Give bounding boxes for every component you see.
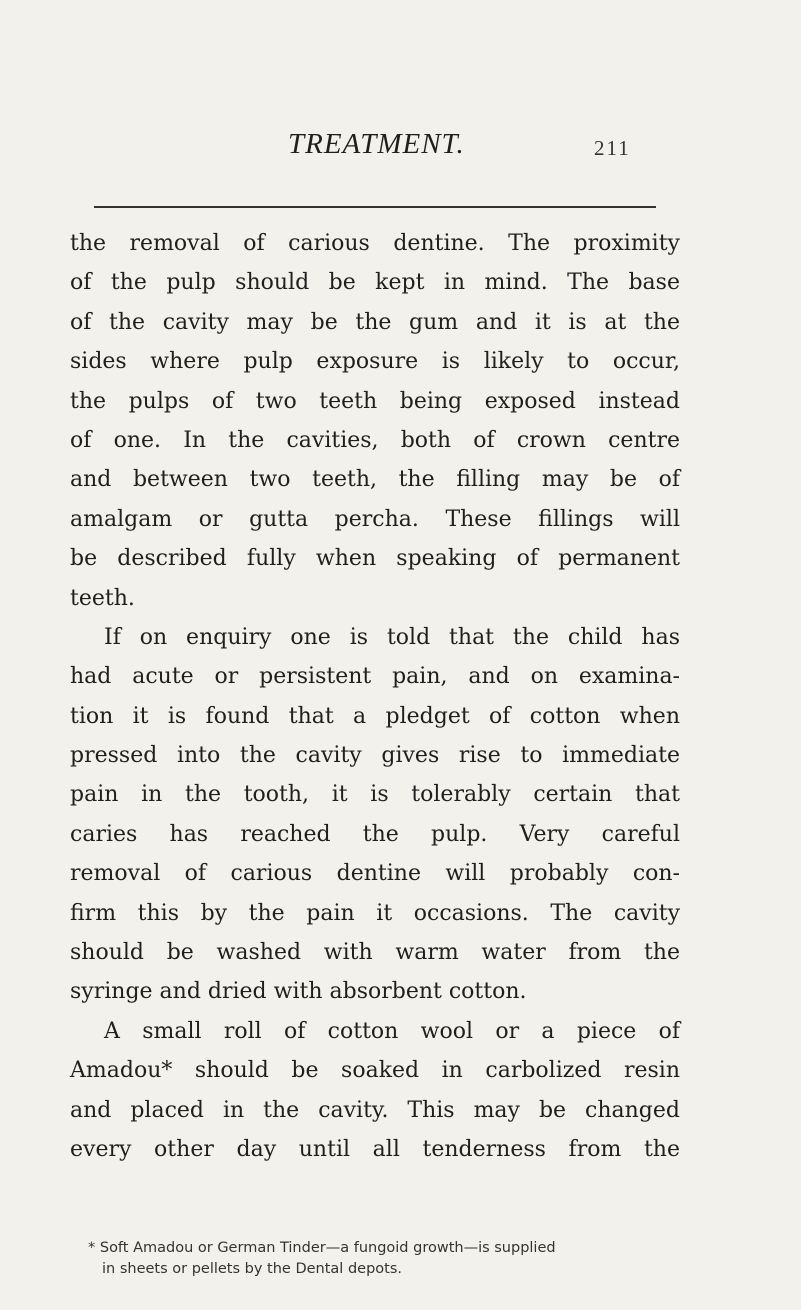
text-line: sides where pulp exposure is likely to occur,: [70, 349, 680, 375]
text-line: and placed in the cavity. This may be changed: [70, 1097, 680, 1123]
text-line: Amadou* should be soaked in carbolized resin: [70, 1058, 680, 1084]
text-line: the pulps of two teeth being exposed instead: [70, 388, 680, 414]
body-text: [70, 224, 680, 1169]
text-line: removal of carious dentine will probably con-: [70, 861, 680, 887]
text-line: of the pulp should be kept in mind. The base: [70, 270, 680, 296]
text-line: tion it is found that a pledget of cotton when: [70, 703, 680, 729]
text-line: If on enquiry one is told that the child has: [104, 624, 680, 650]
text-line: of one. In the cavities, both of crown centre: [70, 427, 680, 453]
header-rule: [94, 206, 656, 208]
text-line: pain in the tooth, it is tolerably certain that: [70, 782, 680, 808]
footnote: [88, 1238, 688, 1280]
text-line: syringe and dried with absorbent cotton.: [70, 979, 527, 1005]
text-line: every other day until all tenderness from the: [70, 1136, 680, 1162]
text-line: teeth.: [70, 585, 135, 611]
text-line: and between two teeth, the filling may be of: [70, 467, 680, 493]
running-title: TREATMENT.: [288, 128, 465, 160]
text-line: should be washed with warm water from the: [70, 940, 680, 966]
text-line: be described fully when speaking of permanent: [70, 546, 680, 572]
text-line: A small roll of cotton wool or a piece of: [104, 1018, 680, 1044]
text-line: amalgam or gutta percha. These fillings will: [70, 506, 680, 532]
text-line: of the cavity may be the gum and it is at the: [70, 309, 680, 335]
footnote-line: in sheets or pellets by the Dental depots.: [102, 1261, 402, 1277]
text-line: firm this by the pain it occasions. The cavity: [70, 900, 680, 926]
text-line: caries has reached the pulp. Very careful: [70, 821, 680, 847]
page-header: [0, 128, 801, 168]
page-number: 211: [594, 136, 631, 160]
text-line: had acute or persistent pain, and on examina-: [70, 664, 680, 690]
text-line: pressed into the cavity gives rise to immediate: [70, 743, 680, 769]
text-line: the removal of carious dentine. The proximity: [70, 231, 680, 256]
footnote-line: * Soft Amadou or German Tinder—a fungoid growth—is supplied: [88, 1240, 556, 1256]
